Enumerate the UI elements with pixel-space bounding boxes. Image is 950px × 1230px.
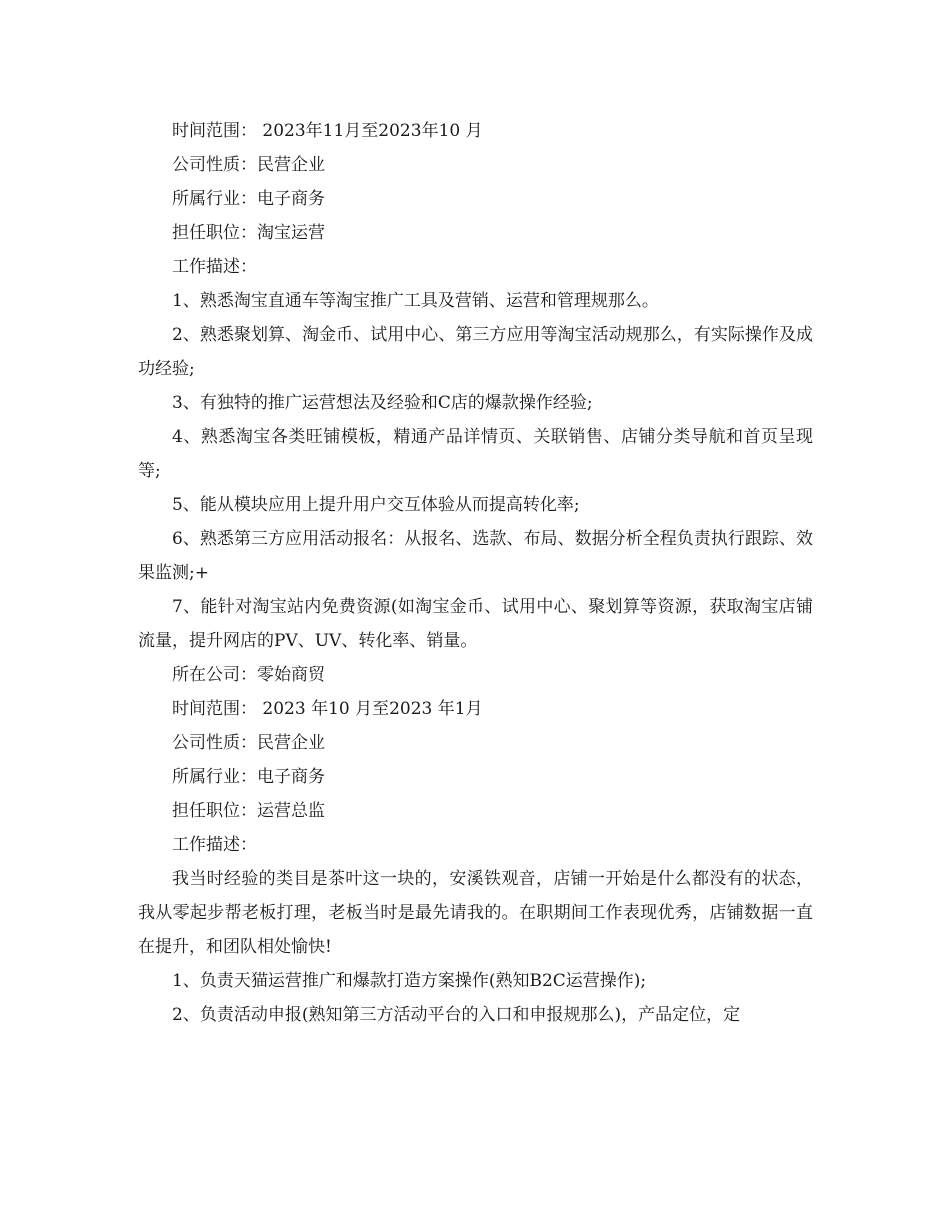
duty-item-1: 1、熟悉淘宝直通车等淘宝推广工具及营销、运营和管理规那么。 <box>172 291 659 311</box>
period-1: 时间范围： 2023年11月至2023年10 月 <box>172 121 483 141</box>
job-description-heading-2: 工作描述： <box>172 835 257 855</box>
job-description-heading-1: 工作描述： <box>172 257 257 277</box>
duty-item-2: 2、熟悉聚划算、淘金币、试用中心、第三方应用等淘宝活动规那么，有实际操作及成功经验; <box>138 325 813 379</box>
duty-item-7: 7、能针对淘宝站内免费资源(如淘宝金币、试用中心、聚划算等资源，获取淘宝店铺流量，提升网店的PV、UV、转化率、销量。 <box>138 597 813 651</box>
industry-1: 所属行业：电子商务 <box>172 189 325 209</box>
company-2: 所在公司：零始商贸 <box>172 665 325 685</box>
industry-2: 所属行业：电子商务 <box>172 767 325 787</box>
duty-item-6: 6、熟悉第三方应用活动报名：从报名、选款、布局、数据分析全程负责执行跟踪、效果监测;+ <box>138 529 813 583</box>
company-type-1: 公司性质：民营企业 <box>172 155 325 175</box>
job-summary-2: 我当时经验的类目是茶叶这一块的，安溪铁观音，店铺一开始是什么都没有的状态，我从零起步帮老板打理，老板当时是最先请我的。在职期间工作表现优秀，店铺数据一直在提升，和团队相处愉快! <box>138 869 813 957</box>
company-type-2: 公司性质：民营企业 <box>172 733 325 753</box>
position-1: 担任职位：淘宝运营 <box>172 223 325 243</box>
duty-item-5: 5、能从模块应用上提升用户交互体验从而提高转化率; <box>172 495 580 515</box>
duty-item-3: 3、有独特的推广运营想法及经验和C店的爆款操作经验; <box>172 393 593 413</box>
duty-item-4: 4、熟悉淘宝各类旺铺模板，精通产品详情页、关联销售、店铺分类导航和首页呈现等; <box>138 427 813 481</box>
duty-item-2-2: 2、负责活动申报(熟知第三方活动平台的入口和申报规那么)，产品定位，定 <box>172 1005 741 1025</box>
period-2: 时间范围： 2023 年10 月至2023 年1月 <box>172 699 483 719</box>
position-2: 担任职位：运营总监 <box>172 801 325 821</box>
document-body <box>138 114 813 1032</box>
duty-item-2-1: 1、负责天猫运营推广和爆款打造方案操作(熟知B2C运营操作); <box>172 971 647 991</box>
